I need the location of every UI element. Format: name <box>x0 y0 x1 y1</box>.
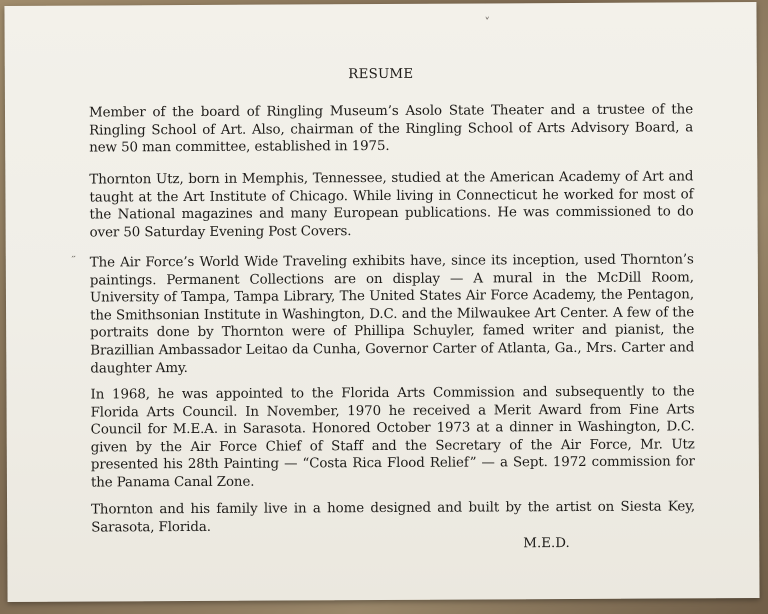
paragraph-residence: Thornton and his family live in a home designed and built by the artist on Siesta Key, Sarasota, Florida. <box>91 499 696 536</box>
paragraph-honors: In 1968, he was appointed to the Florida Arts Commission and subsequently to the Florida Arts Council. In November, 1970 he received a Merit Award from Fine Arts Council for M.E.A. in Sarasota. Honored October 1973 at a dinner in Washington, D.C. given by the Air Force Chief of Staff and the Secretary of the Air Force, Mr. Utz presented his 28th Painting — “Costa Rica Flood Relief” — a Sept. 1972 commission for the Panama Canal Zone. <box>90 384 695 491</box>
signature-initials: M.E.D. <box>523 536 570 552</box>
paragraph-biography: Thornton Utz, born in Memphis, Tennessee, studied at the American Academy of Art and taught at the Art Institute of Chicago. While living in Connecticut he worked for most of the National magazines and many European publications. He was commissioned to do over 50 Saturday Evening Post Covers. <box>89 169 694 241</box>
paragraph-collections: The Air Force’s World Wide Traveling exhibits have, since its inception, used Thornton’s paintings. Permanent Collections are on display — A mural in the McDill Room, University of Tampa, Tampa Library, The United States Air Force Academy, the Pentagon, the Smithsonian Institute in Washington, D.C. and the Milwaukee Art Center. A few of the portraits done by Thornton were of Phillipa Schuyler, famed writer and pianist, the Brazillian Ambassador Leitao da Cunha, Governor Carter of Atlanta, Ga., Mrs. Carter and daughter Amy. <box>89 252 695 377</box>
pen-mark: ˅ <box>484 15 491 29</box>
pen-mark-left: ˶ <box>71 248 76 262</box>
document-title: RESUME <box>348 66 414 83</box>
paragraph-board-membership: Member of the board of Ringling Museum’s Asolo State Theater and a trustee of the Ringling School of Art. Also, chairman of the Ringling School of Arts Advisory Board, a new 50 man committee, established in 1975. <box>88 102 694 156</box>
paper-sheet <box>4 2 759 602</box>
